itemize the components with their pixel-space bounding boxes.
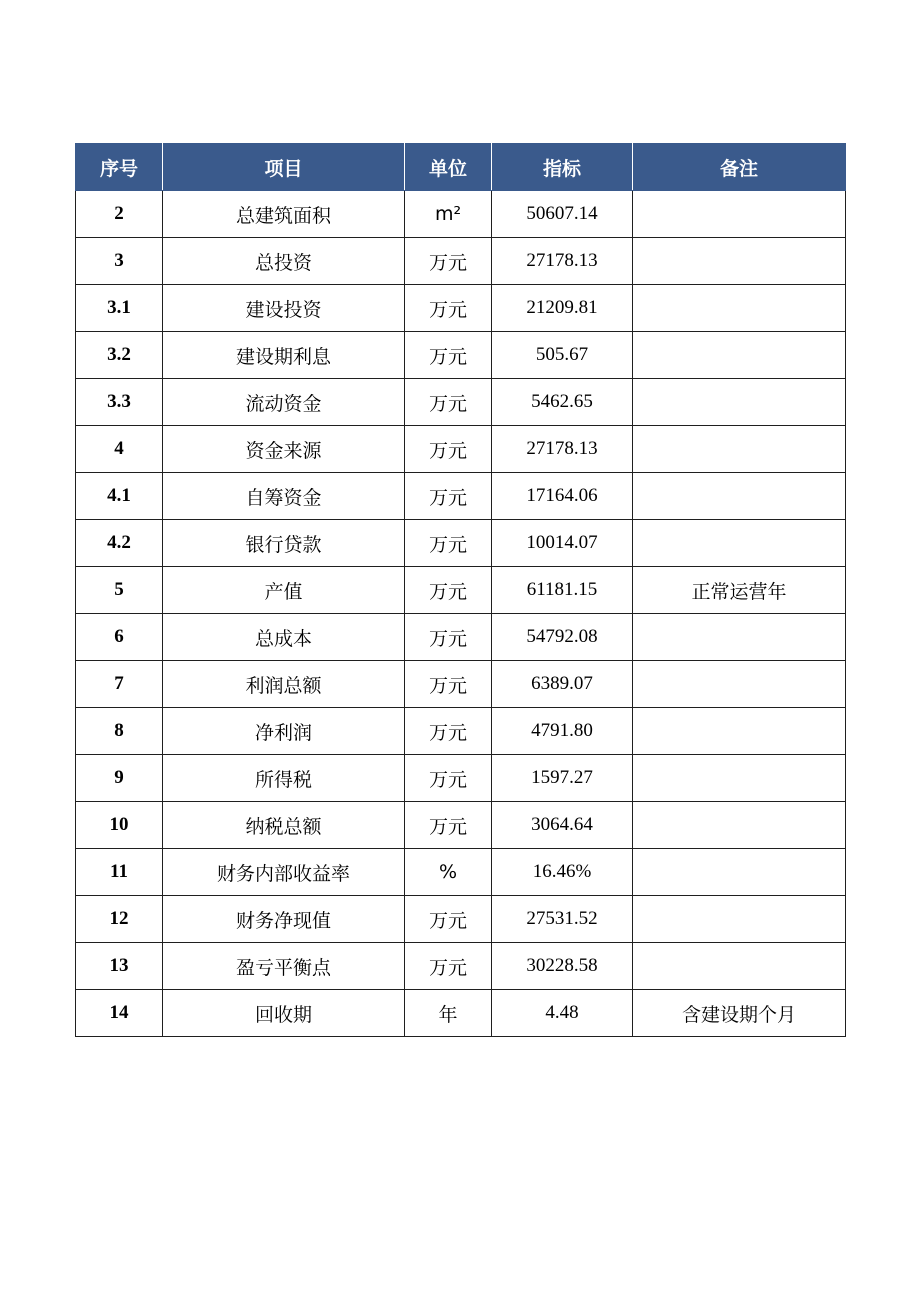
table-row: [76, 661, 846, 708]
table-row: [76, 755, 846, 802]
cell-unit: 年: [405, 990, 492, 1037]
cell-value: 21209.81: [492, 285, 633, 332]
table-row: [76, 708, 846, 755]
cell-item: 盈亏平衡点: [163, 943, 405, 990]
header-item: 项目: [163, 144, 405, 191]
table-body: [76, 191, 846, 1037]
cell-seq: 3.2: [76, 332, 163, 379]
cell-seq: 4.2: [76, 520, 163, 567]
cell-unit: 万元: [405, 426, 492, 473]
cell-note: [633, 896, 846, 943]
header-value: 指标: [492, 144, 633, 191]
table-row: [76, 379, 846, 426]
cell-unit: 万元: [405, 802, 492, 849]
cell-unit: 万元: [405, 238, 492, 285]
header-seq: 序号: [76, 144, 163, 191]
cell-item: 总成本: [163, 614, 405, 661]
table-row: [76, 896, 846, 943]
cell-unit: 万元: [405, 708, 492, 755]
cell-value: 6389.07: [492, 661, 633, 708]
cell-note: 正常运营年: [633, 567, 846, 614]
cell-value: 3064.64: [492, 802, 633, 849]
cell-seq: 13: [76, 943, 163, 990]
cell-item: 利润总额: [163, 661, 405, 708]
cell-note: [633, 614, 846, 661]
cell-seq: 5: [76, 567, 163, 614]
cell-note: [633, 661, 846, 708]
cell-item: 流动资金: [163, 379, 405, 426]
cell-value: 4.48: [492, 990, 633, 1037]
table-row: [76, 849, 846, 896]
table-row: [76, 614, 846, 661]
cell-value: 30228.58: [492, 943, 633, 990]
table-row: [76, 191, 846, 238]
cell-item: 资金来源: [163, 426, 405, 473]
indicator-table: [75, 143, 846, 1037]
cell-seq: 3.3: [76, 379, 163, 426]
cell-value: 505.67: [492, 332, 633, 379]
cell-seq: 7: [76, 661, 163, 708]
cell-unit: 万元: [405, 614, 492, 661]
cell-unit: %: [405, 849, 492, 896]
cell-item: 纳税总额: [163, 802, 405, 849]
cell-value: 27531.52: [492, 896, 633, 943]
cell-value: 5462.65: [492, 379, 633, 426]
cell-unit: 万元: [405, 332, 492, 379]
cell-seq: 8: [76, 708, 163, 755]
cell-value: 27178.13: [492, 238, 633, 285]
cell-value: 50607.14: [492, 191, 633, 238]
cell-seq: 2: [76, 191, 163, 238]
cell-item: 财务内部收益率: [163, 849, 405, 896]
cell-note: [633, 802, 846, 849]
cell-value: 16.46%: [492, 849, 633, 896]
table-row: [76, 426, 846, 473]
cell-item: 自筹资金: [163, 473, 405, 520]
cell-unit: 万元: [405, 379, 492, 426]
cell-unit: 万元: [405, 473, 492, 520]
cell-unit: 万元: [405, 520, 492, 567]
cell-note: [633, 426, 846, 473]
cell-item: 所得税: [163, 755, 405, 802]
table-row: [76, 990, 846, 1037]
cell-seq: 14: [76, 990, 163, 1037]
cell-note: [633, 238, 846, 285]
cell-seq: 3.1: [76, 285, 163, 332]
cell-note: 含建设期个月: [633, 990, 846, 1037]
table-header: [76, 144, 846, 191]
cell-item: 财务净现值: [163, 896, 405, 943]
table-row: [76, 943, 846, 990]
cell-unit: 万元: [405, 567, 492, 614]
cell-item: 总投资: [163, 238, 405, 285]
cell-note: [633, 332, 846, 379]
cell-note: [633, 285, 846, 332]
cell-seq: 11: [76, 849, 163, 896]
cell-item: 回收期: [163, 990, 405, 1037]
cell-seq: 12: [76, 896, 163, 943]
cell-seq: 4.1: [76, 473, 163, 520]
cell-unit: 万元: [405, 661, 492, 708]
cell-value: 1597.27: [492, 755, 633, 802]
cell-seq: 9: [76, 755, 163, 802]
cell-value: 61181.15: [492, 567, 633, 614]
cell-seq: 3: [76, 238, 163, 285]
table-row: [76, 332, 846, 379]
cell-value: 4791.80: [492, 708, 633, 755]
cell-unit: 万元: [405, 755, 492, 802]
table-row: [76, 802, 846, 849]
header-row: [76, 144, 846, 191]
cell-item: 建设投资: [163, 285, 405, 332]
table-row: [76, 285, 846, 332]
cell-item: 建设期利息: [163, 332, 405, 379]
cell-item: 总建筑面积: [163, 191, 405, 238]
table-row: [76, 473, 846, 520]
table-row: [76, 520, 846, 567]
cell-seq: 6: [76, 614, 163, 661]
cell-value: 27178.13: [492, 426, 633, 473]
cell-note: [633, 520, 846, 567]
cell-note: [633, 191, 846, 238]
cell-note: [633, 943, 846, 990]
cell-note: [633, 473, 846, 520]
cell-item: 银行贷款: [163, 520, 405, 567]
cell-note: [633, 708, 846, 755]
header-unit: 单位: [405, 144, 492, 191]
cell-seq: 10: [76, 802, 163, 849]
cell-unit: 万元: [405, 943, 492, 990]
cell-item: 产值: [163, 567, 405, 614]
cell-value: 10014.07: [492, 520, 633, 567]
cell-note: [633, 755, 846, 802]
cell-note: [633, 849, 846, 896]
cell-value: 54792.08: [492, 614, 633, 661]
table-row: [76, 567, 846, 614]
cell-unit: 万元: [405, 896, 492, 943]
cell-value: 17164.06: [492, 473, 633, 520]
cell-unit: 万元: [405, 285, 492, 332]
cell-note: [633, 379, 846, 426]
cell-item: 净利润: [163, 708, 405, 755]
table-row: [76, 238, 846, 285]
cell-seq: 4: [76, 426, 163, 473]
cell-unit: m²: [405, 191, 492, 238]
header-note: 备注: [633, 144, 846, 191]
